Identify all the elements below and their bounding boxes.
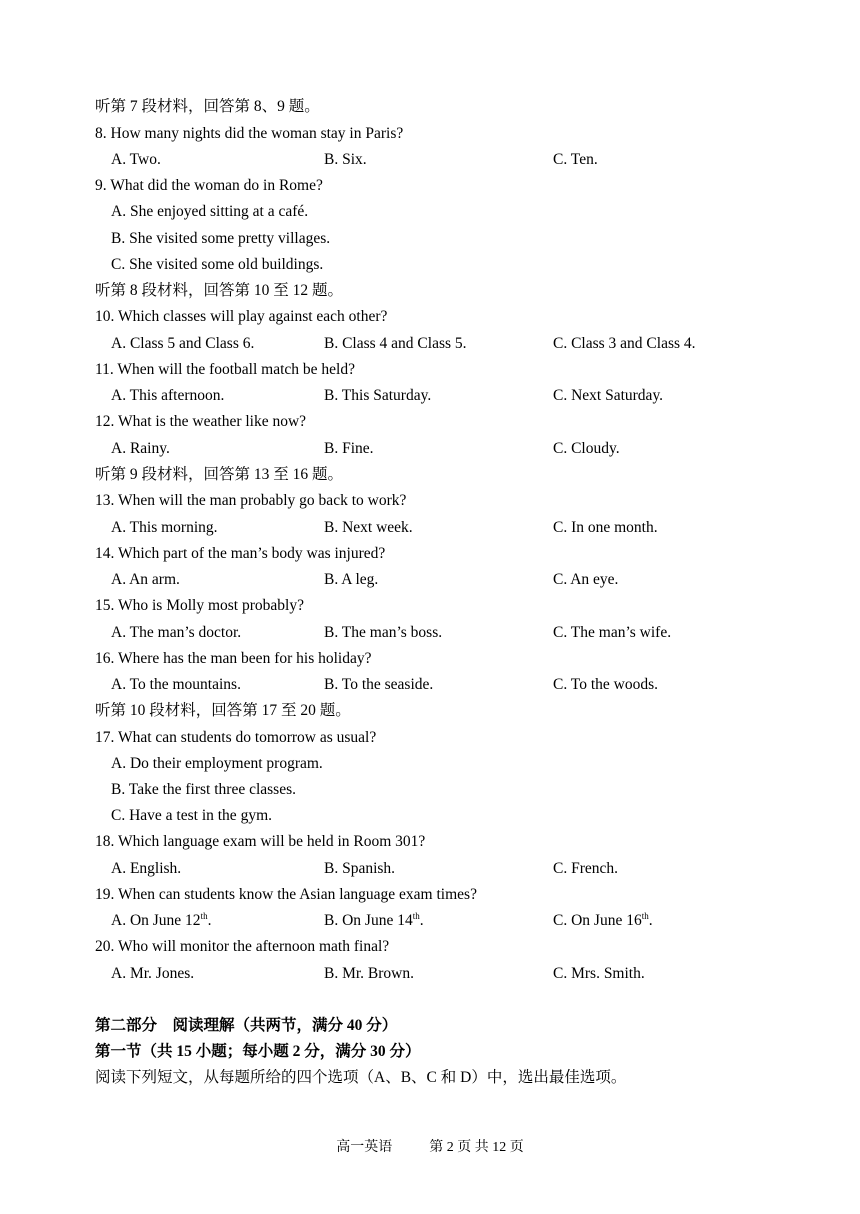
- option-q20o-b: B. Mr. Brown.: [324, 965, 414, 982]
- footer-subject: 高一英语: [336, 1140, 393, 1155]
- option-q16o-b: B. To the seaside.: [324, 676, 434, 693]
- option-q14o-a: A. An arm.: [111, 571, 180, 588]
- option-text: A. On June 12: [111, 912, 201, 929]
- option-line: A. She enjoyed sitting at a café.: [111, 203, 309, 220]
- ordinal-suffix: th: [200, 911, 208, 921]
- option-text: B. On June 14: [324, 912, 413, 929]
- option-q11o-c: C. Next Saturday.: [553, 387, 664, 404]
- option-q20o-c: C. Mrs. Smith.: [553, 965, 645, 982]
- option-q10o-b: B. Class 4 and Class 5.: [324, 335, 467, 352]
- option-q19-b: [324, 908, 424, 934]
- option-q8o-c: C. Ten.: [553, 151, 598, 168]
- option-q8o-a: A. Two.: [111, 151, 161, 168]
- page-footer: [0, 1137, 860, 1159]
- option-q19-c: [553, 908, 653, 934]
- option-q10o-a: A. Class 5 and Class 6.: [111, 335, 255, 352]
- section-part-title: 第二部分 阅读理解（共两节，满分 40 分）: [95, 1017, 398, 1034]
- question-line: 14. Which part of the man’s body was injured?: [95, 545, 386, 562]
- ordinal-suffix: th: [412, 911, 420, 921]
- question-line: 9. What did the woman do in Rome?: [95, 177, 323, 194]
- question-line: 17. What can students do tomorrow as usual?: [95, 729, 377, 746]
- option-q15o-b: B. The man’s boss.: [324, 624, 443, 641]
- option-q8o-b: B. Six.: [324, 151, 367, 168]
- option-punct: .: [207, 912, 212, 929]
- question-line: 12. What is the weather like now?: [95, 413, 307, 430]
- question-line: 11. When will the football match be held?: [95, 361, 355, 378]
- option-q10o-c: C. Class 3 and Class 4.: [553, 335, 696, 352]
- option-q13o-c: C. In one month.: [553, 519, 658, 536]
- option-q15o-c: C. The man’s wife.: [553, 624, 672, 641]
- footer-page-number: 第 2 页 共 12 页: [429, 1140, 524, 1155]
- option-q12o-c: C. Cloudy.: [553, 440, 620, 457]
- option-line: C. Have a test in the gym.: [111, 807, 272, 824]
- option-q14o-c: C. An eye.: [553, 571, 619, 588]
- option-q13o-b: B. Next week.: [324, 519, 413, 536]
- section-instruction: 阅读下列短文，从每题所给的四个选项（A、B、C 和 D）中，选出最佳选项。: [95, 1069, 627, 1086]
- question-line: 8. How many nights did the woman stay in Paris?: [95, 125, 404, 142]
- question-line: 16. Where has the man been for his holiday?: [95, 650, 372, 667]
- option-punct: .: [648, 912, 653, 929]
- option-q14o-b: B. A leg.: [324, 571, 379, 588]
- listening-section-heading: 听第 8 段材料，回答第 10 至 12 题。: [95, 282, 344, 299]
- option-punct: .: [419, 912, 424, 929]
- listening-section-heading: 听第 7 段材料，回答第 8、9 题。: [95, 98, 320, 115]
- option-text: C. On June 16: [553, 912, 642, 929]
- section-sub-title: 第一节（共 15 小题；每小题 2 分，满分 30 分）: [95, 1043, 421, 1060]
- option-q13o-a: A. This morning.: [111, 519, 218, 536]
- option-line: C. She visited some old buildings.: [111, 256, 324, 273]
- option-q18o-a: A. English.: [111, 860, 182, 877]
- question-line: 19. When can students know the Asian language exam times?: [95, 886, 477, 903]
- option-q12o-b: B. Fine.: [324, 440, 374, 457]
- option-q11o-b: B. This Saturday.: [324, 387, 432, 404]
- option-q20o-a: A. Mr. Jones.: [111, 965, 195, 982]
- question-line: 10. Which classes will play against each other?: [95, 308, 388, 325]
- option-q16o-c: C. To the woods.: [553, 676, 658, 693]
- option-q15o-a: A. The man’s doctor.: [111, 624, 242, 641]
- option-q18o-b: B. Spanish.: [324, 860, 396, 877]
- option-q18o-c: C. French.: [553, 860, 619, 877]
- option-line: A. Do their employment program.: [111, 755, 323, 772]
- question-line: 15. Who is Molly most probably?: [95, 597, 304, 614]
- listening-section-heading: 听第 10 段材料，回答第 17 至 20 题。: [95, 702, 351, 719]
- option-q11o-a: A. This afternoon.: [111, 387, 225, 404]
- option-q12o-a: A. Rainy.: [111, 440, 170, 457]
- option-line: B. Take the first three classes.: [111, 781, 297, 798]
- ordinal-suffix: th: [641, 911, 649, 921]
- question-line: 13. When will the man probably go back to work?: [95, 492, 407, 509]
- question-line: 18. Which language exam will be held in Room 301?: [95, 833, 426, 850]
- option-line: B. She visited some pretty villages.: [111, 230, 331, 247]
- question-line: 20. Who will monitor the afternoon math final?: [95, 938, 390, 955]
- option-q16o-a: A. To the mountains.: [111, 676, 241, 693]
- option-q19-a: [111, 908, 211, 934]
- listening-section-heading: 听第 9 段材料，回答第 13 至 16 题。: [95, 466, 344, 483]
